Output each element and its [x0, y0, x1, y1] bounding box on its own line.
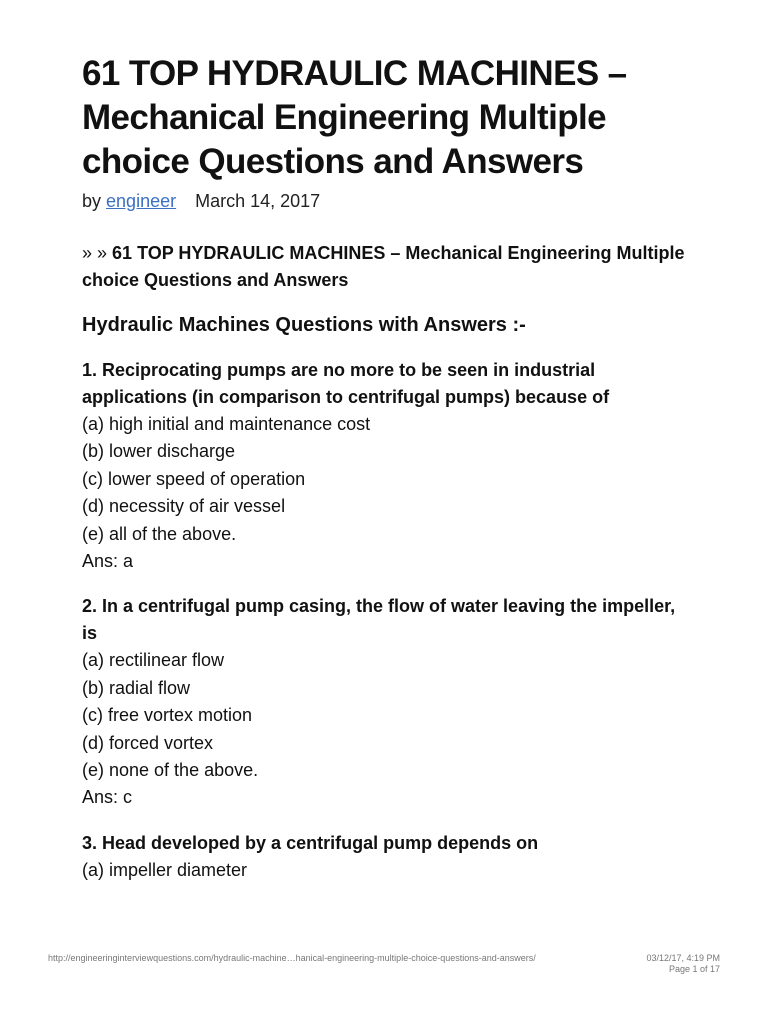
answer-option: (d) forced vortex: [82, 732, 214, 753]
article: [82, 52, 692, 884]
answer-option: (e) all of the above.: [82, 523, 237, 544]
publish-date: March 14, 2017: [195, 191, 321, 211]
answer-option: (b) radial flow: [82, 677, 191, 698]
footer-url: http://engineeringinterviewquestions.com/hydraulic-machine…hanical-engineering-multiple-choice-questions-and-answers/: [48, 953, 536, 963]
answer-key: Ans: c: [82, 787, 133, 808]
answer-option: (d) necessity of air vessel: [82, 496, 286, 517]
question-item: [82, 830, 692, 884]
answer-option: (c) lower speed of operation: [82, 468, 306, 489]
article-title: 61 TOP HYDRAULIC MACHINES – Mechanical Engineering Multiple choice Questions and Answers: [82, 54, 627, 181]
answer-option: (b) lower discharge: [82, 441, 236, 462]
answer-option: (e) none of the above.: [82, 760, 259, 781]
answer-key: Ans: a: [82, 551, 134, 572]
breadcrumb-current: 61 TOP HYDRAULIC MACHINES – Mechanical Engineering Multiple choice Questions and Answers: [82, 243, 685, 290]
question-item: [82, 357, 692, 575]
breadcrumb: [82, 240, 692, 294]
section-heading: Hydraulic Machines Questions with Answers :-: [82, 314, 526, 336]
answer-option: (a) impeller diameter: [82, 859, 248, 880]
byline-prefix: by: [82, 191, 102, 211]
answer-option: (c) free vortex motion: [82, 705, 253, 726]
byline: [82, 188, 692, 214]
author-link[interactable]: engineer: [106, 191, 177, 211]
footer-page-number: Page 1 of 17: [668, 964, 720, 974]
breadcrumb-arrows: » »: [82, 243, 108, 263]
answer-option: (a) rectilinear flow: [82, 650, 225, 671]
footer-timestamp: 03/12/17, 4:19 PM: [646, 953, 720, 963]
footer-meta: [646, 953, 720, 975]
answer-option: (a) high initial and maintenance cost: [82, 414, 371, 434]
question-text: 1. Reciprocating pumps are no more to be seen in industrial applications (in comparison to centrifugal pumps) because of: [82, 360, 610, 407]
question-text: 3. Head developed by a centrifugal pump depends on: [82, 832, 539, 853]
question-text: 2. In a centrifugal pump casing, the flow of water leaving the impeller, is: [82, 596, 676, 644]
question-item: [82, 593, 692, 811]
